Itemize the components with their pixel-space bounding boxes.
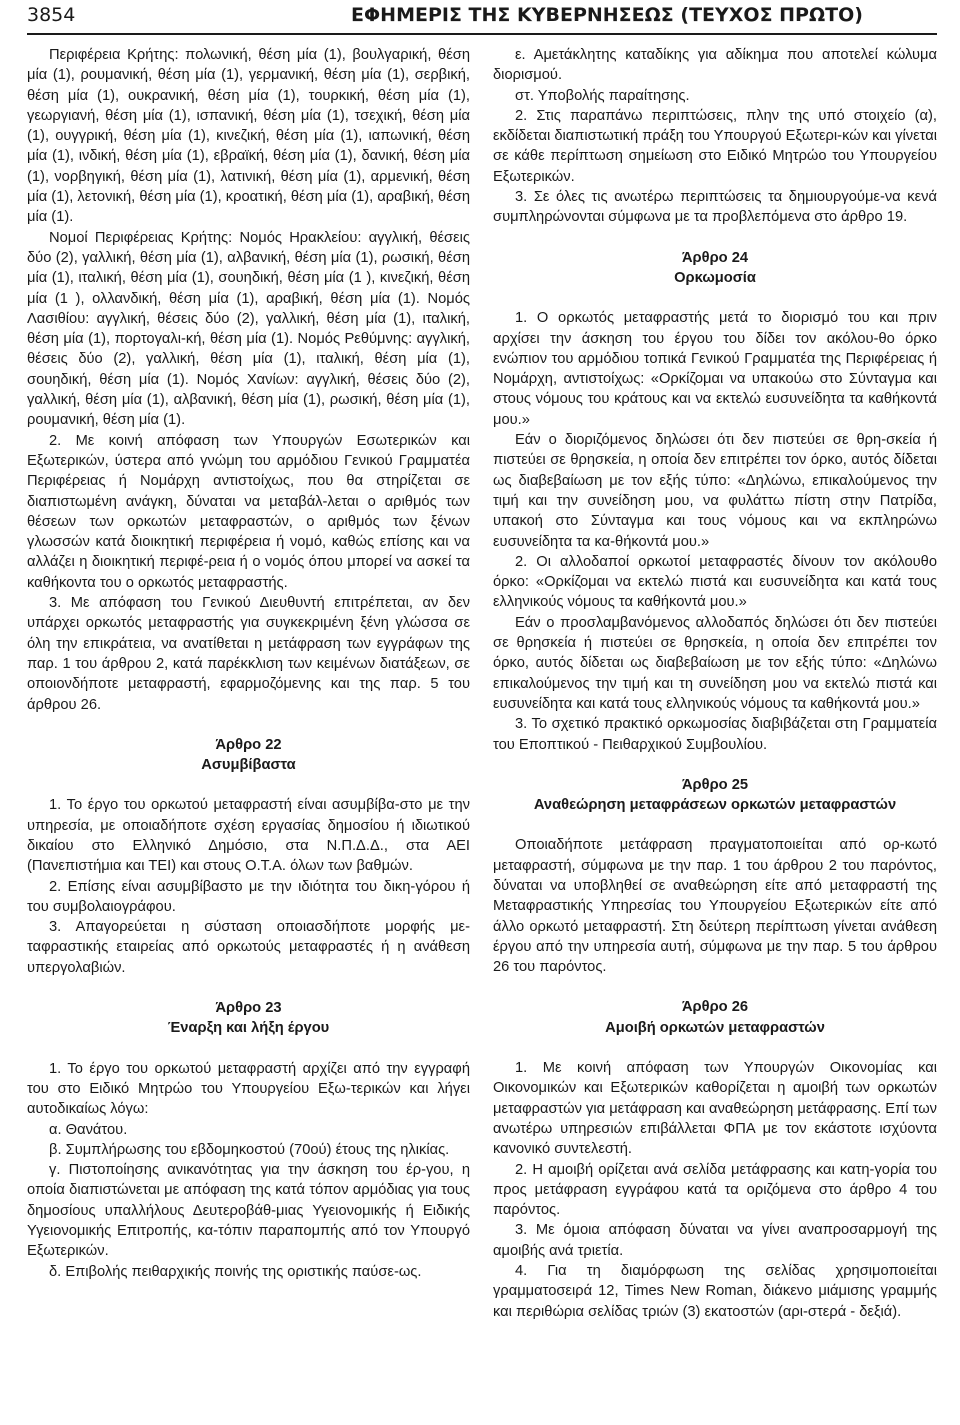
paragraph: 2. Οι αλλοδαποί ορκωτοί μεταφραστές δίνουν τον ακόλουθο όρκο: «Ορκίζομαι να εκτελώ πιστά και ευσυνείδητα και κατά τους ελληνικούς νόμους τα καθήκοντά μου.» xyxy=(493,553,937,611)
list-item: β. Συμπλήρωσης του εβδομηκοστού (70ού) έτους της ηλικίας. xyxy=(49,1141,450,1158)
list-item: ε. Αμετάκλητης καταδίκης για αδίκημα που αποτελεί κώλυμα διορισμού. xyxy=(493,47,937,84)
list-item: α. Θανάτου. xyxy=(49,1121,128,1138)
paragraph: 3. Με όμοια απόφαση δύναται να γίνει αναπροσαρμογή της αμοιβής ανά τριετία. xyxy=(493,1222,937,1259)
page-header xyxy=(27,0,937,35)
article-22-number: Άρθρο 22 xyxy=(215,736,282,753)
paragraph: 1. Το έργο του ορκωτού μεταφραστή είναι ασυμβίβα-στο με την υπηρεσία, με οποιαδήποτε σχέση εργασίας δημοσίου ή ιδιωτικού δικαίου στο Ελληνικό Δημόσιο, στα Ν.Π.Δ.Δ., στα ΑΕΙ (Πανεπιστήμια και ΤΕΙ) και στους Ο.Τ.Α. όλων των βαθμών. xyxy=(27,797,470,875)
paragraph: 1. Ο ορκωτός μεταφραστής μετά το διορισμό του και πριν αρχίσει την άσκηση του έργου του δίδει τον ακόλου-θο όρκο ενώπιον του αρμόδιου τοπικά Γενικού Γραμματέα της Περιφέρειας ή Νομάρχη, αντιστοίχως: «Ορκίζομαι να υπακούω στο Σύνταγμα και στους νόμους του κράτους και να εκτελώ ευσυνείδητα τα καθήκοντά μου.» xyxy=(493,310,937,428)
article-25-title: Αναθεώρηση μεταφράσεων ορκωτών μεταφραστών xyxy=(533,797,897,814)
paragraph: Περιφέρεια Κρήτης: πολωνική, θέση μία (1), βουλγαρική, θέση μία (1), ρουμανική, θέση μία (1), γερμανική, θέση μία (1), σερβική, θέση μία (1), ουκρανική, θέση μία (1), τουρκική, θέση μία (1), γεωργιανή, θέση μία (1), ισπανική, θέση μία (1), τσεχική, θέση μία (1), ουγγρική, θέση μία (1), κινεζική, θέση μία (1), ιαπωνική, θέση μία (1), ινδική, θέση μία (1), εβραϊκή, θέση μία (1), δανική, θέση μία (1), νορβηγική, θέση μία (1), λατινική, θέση μία (1), αρμενική, θέση μία (1), λετονική, θέση μία (1), κροατική, θέση μία (1), αραβική, θέση μία (1). xyxy=(27,47,470,226)
gazette-title: ΕΦΗΜΕΡΙΣ ΤΗΣ ΚΥΒΕΡΝΗΣΕΩΣ (ΤΕΥΧΟΣ ΠΡΩΤΟ) xyxy=(351,4,863,26)
paragraph: 3. Σε όλες τις ανωτέρω περιπτώσεις τα δημιουργούμε-να κενά συμπληρώνονται σύμφωνα με τα προβλεπόμενα στο άρθρο 19. xyxy=(493,189,937,226)
article-26-number: Άρθρο 26 xyxy=(681,999,749,1016)
paragraph: 1. Με κοινή απόφαση των Υπουργών Οικονομίας και Οικονομικών και Εξωτερικών καθορίζεται η αμοιβή των ορκωτών μεταφραστών για μετάφραση και αναθεώρηση μετάφρασης. Επί των ανωτέρω υπηρεσιών επιβάλλεται ΦΠΑ με τον εκάστοτε ισχύοντα κανονικό συντελεστή. xyxy=(493,1060,937,1158)
paragraph: 2. Στις παραπάνω περιπτώσεις, πλην της υπό στοιχείο (α), εκδίδεται διαπιστωτική πράξη του Υπουργού Εξωτερι-κών και γίνεται σε κάθε περίπτωση σημείωση στο Ειδικό Μητρώο του Υπουργείου Εξωτερικών. xyxy=(493,107,937,185)
article-23-number: Άρθρο 23 xyxy=(215,1000,282,1017)
paragraph: 4. Για τη διαμόρφωση της σελίδας χρησιμοποιείται γραμματοσειρά 12, Times New Roman, διάκενο μιάμισης γραμμής και περιθώρια σελίδας τριών (3) εκατοστών (αρι-στερά - δεξιά). xyxy=(493,1263,937,1320)
paragraph: 3. Απαγορεύεται η σύσταση οποιασδήποτε μορφής με-ταφραστικής εταιρείας από ορκωτούς μεταφραστές ή η ανάθεση υπεργολαβιών. xyxy=(27,919,470,976)
paragraph: 2. Η αμοιβή ορίζεται ανά σελίδα μετάφρασης και κατη-γορία του προς μετάφραση εγγράφου κατά τα οριζόμενα στο άρθρο 4 του παρόντος. xyxy=(493,1161,937,1219)
left-column xyxy=(27,45,470,1282)
paragraph: 3. Το σχετικό πρακτικό ορκωμοσίας διαβιβάζεται στη Γραμματεία του Εποπτικού - Πειθαρχικού Συμβουλίου. xyxy=(493,716,937,753)
article-24-title: Ορκωμοσία xyxy=(674,269,756,286)
article-23-title: Έναρξη και λήξη έργου xyxy=(167,1020,330,1037)
paragraph: 1. Το έργο του ορκωτού μεταφραστή αρχίζει από την εγγραφή του στο Ειδικό Μητρώο του Υπουργείου Εξω-τερικών και λήγει αυτοδικαίως λόγω: xyxy=(27,1060,470,1118)
article-24-number: Άρθρο 24 xyxy=(681,249,749,266)
article-22-title: Ασυμβίβαστα xyxy=(201,757,296,774)
paragraph: Οποιαδήποτε μετάφραση πραγματοποιείται από ορ-κωτό μεταφραστή, σύμφωνα με την παρ. 1 του άρθρου 2 του παρόντος, δύναται να υποβληθεί σε αναθεώρηση είτε από μεταφραστή της Μεταφραστικής Υπηρεσίας του Υπουργείου Εξωτερικών είτε από άλλο ορκωτό μεταφραστή. Στη δεύτερη περίπτωση γίνεται ανάθεση έργου από την υπηρεσία αυτή, σύμφωνα με την παρ. 5 του άρθρου 26 του παρόντος. xyxy=(493,837,937,976)
list-item: στ. Υποβολής παραίτησης. xyxy=(515,87,690,104)
article-25-number: Άρθρο 25 xyxy=(681,776,749,793)
paragraph: 3. Με απόφαση του Γενικού Διευθυντή επιτρέπεται, αν δεν υπάρχει ορκωτός μεταφραστής για συγκεκριμένη ξένη γλώσσα σε όλη την επικράτεια, να ανατίθεται η μετάφραση των εγγράφων της παρ. 1 του άρθρου 2, κατά παρέκκλιση των κειμένων διατάξεων, σε οποιονδήποτε μεταφραστή, εφαρμοζόμενης και της παρ. 5 του άρθρου 26. xyxy=(27,595,470,713)
paragraph: Νομοί Περιφέρειας Κρήτης: Νομός Ηρακλείου: αγγλική, θέσεις δύο (2), γαλλική, θέση μία (1), αλβανική, θέση μία (1), ρωσική, θέση μία (1), ιταλική, θέση μία (1), σουηδική, θέση μία (1 ), κινεζική, θέση μία (1 ), ολλανδική, θέση μία (1), αραβική, θέση μία (1). Νομός Λασιθίου: αγγλική, θέσεις δύο (2), γαλλική, θέση μία (1), ιταλική, θέση μία (1), πορτογαλι-κή, θέση μία (1). Νομός Ρεθύμνης: αγγλική, θέσεις δύο (2), γαλλική, θέση μία (1), ιταλική, θέση μία (1), σουηδική, θέση μία (1). Νομός Χανίων: αγγλική, θέσεις δύο (2), γαλλική, θέση μία (1), αλβανική, θέση μία (1), ρωσική, θέση μία (1), ρουμανική, θέση μία (1). xyxy=(27,229,470,429)
paragraph: Εάν ο διοριζόμενος δηλώσει ότι δεν πιστεύει σε θρη-σκεία ή πιστεύει σε θρησκεία, η οποία δεν επιτρέπει τον όρκο, αυτός δίδεται ως διαβεβαίωση με τον εξής τύπο: «Δηλώνω, επικαλούμενος την τιμή και την συνείδηση μου, να φυλάττω πίστη στην Πατρίδα, υπακοή στο Σύνταγμα και τους νόμους και να εκπληρώνω ευσυνείδητα τα κα-θήκοντά μου.» xyxy=(493,432,937,550)
right-column xyxy=(493,45,937,1322)
page-number: 3854 xyxy=(27,4,76,26)
list-item: γ. Πιστοποίησης ανικανότητας για την άσκηση του έρ-γου, η οποία διαπιστώνεται με απόφαση της κατά τόπον αρμόδιας για τους δημοσίους υπαλλήλους Δευτεροβάθ-μιας Υγειονομικής ή Ειδικής Υγειονομικής Επιτροπής, κα-τόπιν παραπομπής από τον Υπουργό Εξωτερικών. xyxy=(27,1162,470,1260)
list-item: δ. Επιβολής πειθαρχικής ποινής της οριστικής παύσε-ως. xyxy=(49,1263,422,1280)
paragraph: 2. Επίσης είναι ασυμβίβαστο με την ιδιότητα του δικη-γόρου ή του συμβολαιογράφου. xyxy=(27,878,470,915)
paragraph: Εάν ο προσλαμβανόμενος αλλοδαπός δηλώσει ότι δεν πιστεύει σε θρησκεία ή πιστεύει σε θρησκεία, η οποία δεν επιτρέπει τον όρκο, αυτός δίδεται ως διαβεβαίωση με τον εξής τύπο: «Δηλώνω επικαλούμενος την τιμή και τη συνείδηση μου να εκτελώ πιστά και ευσυνείδητα και κατά τους ελληνικούς νόμους τα καθήκοντά μου.» xyxy=(493,614,937,712)
article-26-title: Αμοιβή ορκωτών μεταφραστών xyxy=(605,1019,825,1036)
paragraph: 2. Με κοινή απόφαση των Υπουργών Εσωτερικών και Εξωτερικών, ύστερα από γνώμη του αρμόδιου Γενικού Γραμματέα Περιφέρειας ή Νομάρχη αντιστοίχως, που θα στηρίζεται σε διαπιστωμένη ανάγκη, δύναται να μεταβάλ-λεται ο αριθμός των θέσεων των ορκωτών μεταφραστών, ο αριθμός των ξένων γλωσσών κατά διοικητική περιφέρεια ή νομό, καθώς επίσης και να αλλάζει η διοικητική περιφέ-ρεια ή ο νομός όπου μπορεί να ασκεί τα καθήκοντα του ο ορκωτός μεταφραστής. xyxy=(27,432,470,591)
